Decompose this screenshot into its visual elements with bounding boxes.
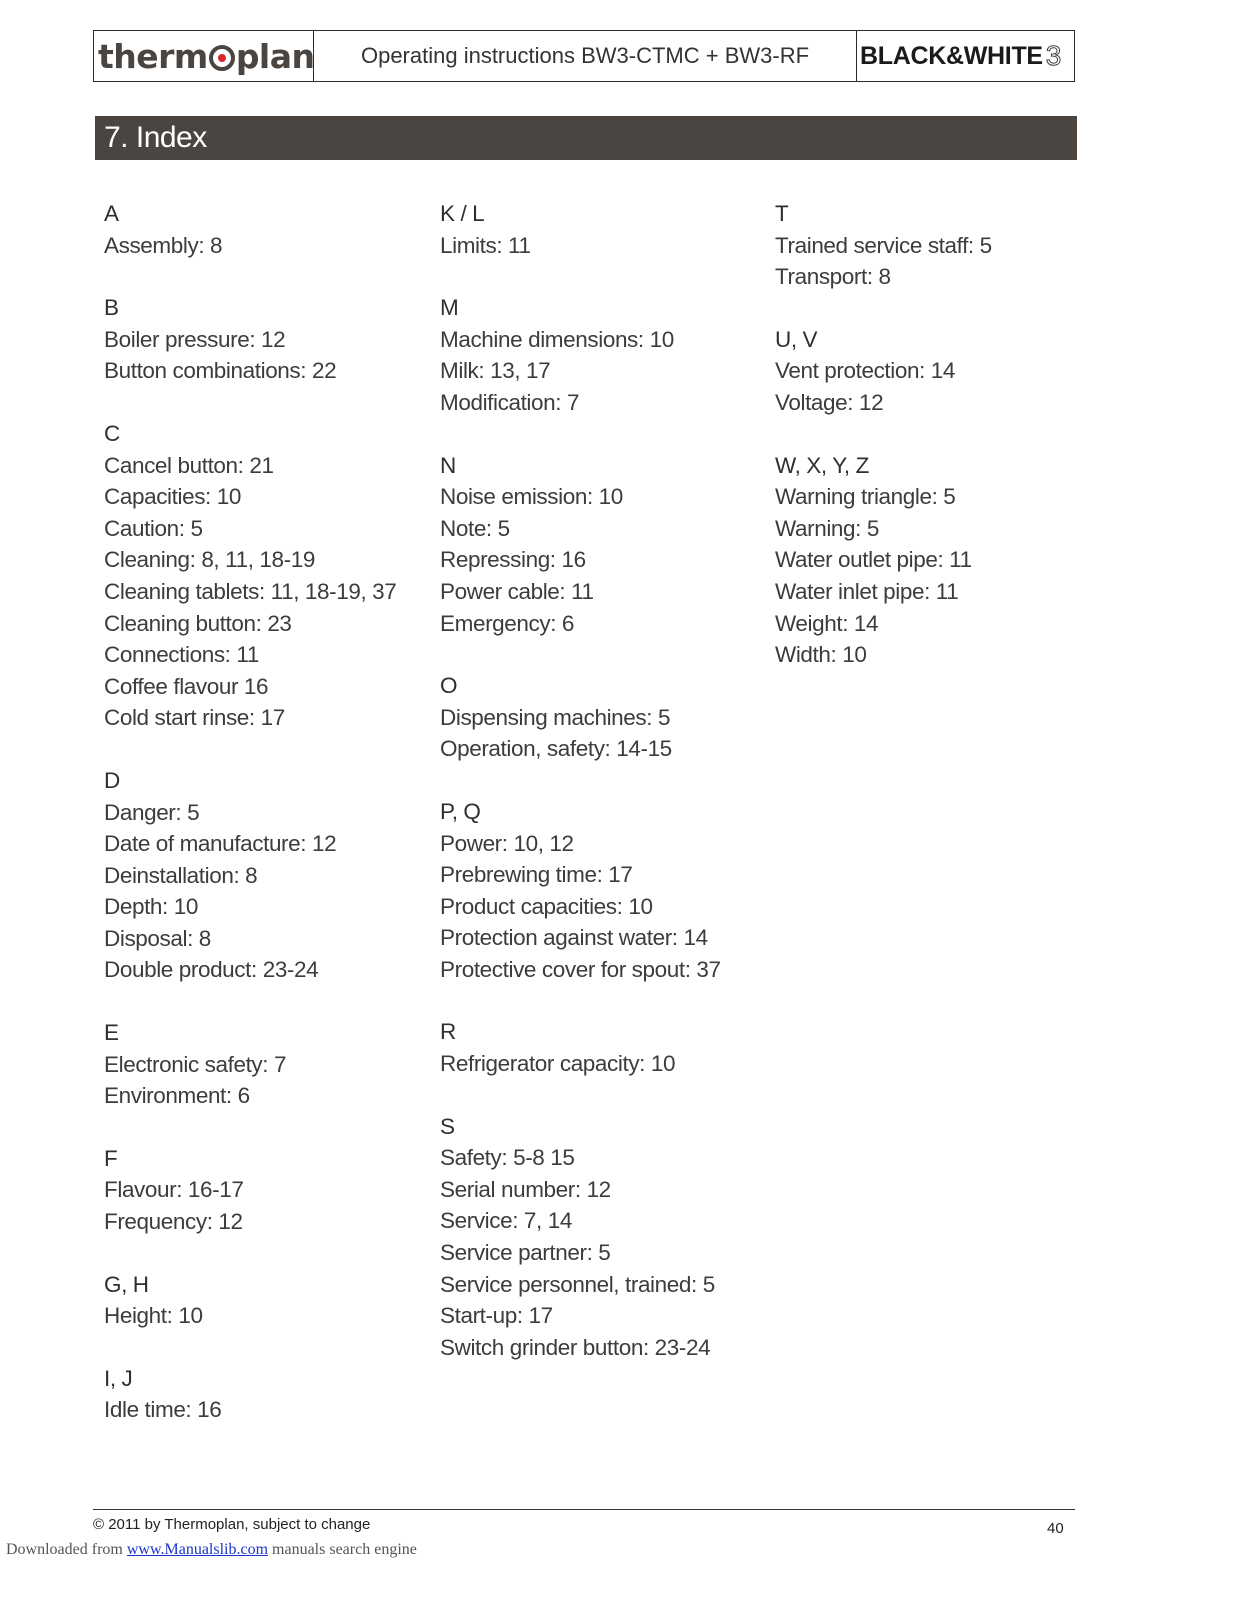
index-letter: A (104, 201, 119, 226)
download-watermark (6, 1541, 417, 1559)
index-group (775, 198, 1105, 293)
index-entry: Double product: 23-24 (104, 957, 319, 983)
brand-number: 3 (1045, 40, 1062, 71)
index-letter: S (440, 1113, 455, 1139)
index-group (104, 1143, 434, 1238)
index-column (440, 198, 770, 1394)
index-entry: Coffee flavour 16 (104, 673, 269, 699)
index-group (775, 324, 1105, 419)
index-entry: Voltage: 12 (775, 389, 884, 415)
index-letter: E (104, 1020, 119, 1046)
index-column (775, 198, 1105, 702)
index-entry: Caution: 5 (104, 515, 203, 541)
index-entry: Connections: 11 (104, 642, 259, 668)
index-entry: Date of manufacture: 12 (104, 831, 337, 857)
thermoplan-logo (94, 31, 314, 81)
index-letter: I, J (104, 1365, 133, 1391)
index-entry: Height: 10 (104, 1303, 203, 1329)
index-entry: Operation, safety: 14-15 (440, 736, 672, 762)
watermark-prefix: Downloaded from (6, 1541, 127, 1558)
footer-copyright: © 2011 by Thermoplan, subject to change (93, 1516, 371, 1533)
brand-logo (857, 31, 1074, 81)
index-group (104, 418, 434, 734)
index-letter: B (104, 295, 119, 321)
index-letter: W, X, Y, Z (775, 452, 869, 478)
index-entry: Trained service staff: 5 (775, 232, 992, 258)
index-entry: Modification: 7 (440, 389, 580, 415)
index-letter: D (104, 767, 120, 793)
index-entry: Prebrewing time: 17 (440, 862, 633, 888)
index-entry: Warning: 5 (775, 515, 879, 541)
index-entry: Disposal: 8 (104, 925, 211, 951)
index-entry: Vent protection: 14 (775, 358, 956, 384)
index-letter: T (775, 201, 789, 226)
index-entry: Power cable: 11 (440, 578, 594, 604)
index-entry: Limits: 11 (440, 232, 531, 258)
index-entry: Service: 7, 14 (440, 1208, 572, 1234)
section-title: 7. Index (95, 116, 1077, 160)
index-entry: Capacities: 10 (104, 484, 241, 510)
index-entry: Cancel button: 21 (104, 452, 274, 478)
page-number: 40 (1047, 1520, 1064, 1537)
index-letter: G, H (104, 1271, 149, 1297)
logo-text-right: plan (235, 36, 315, 76)
index-entry: Cleaning button: 23 (104, 610, 292, 636)
index-entry: Idle time: 16 (104, 1397, 222, 1423)
index-letter: R (440, 1019, 456, 1045)
index-group (104, 765, 434, 986)
index-entry: Repressing: 16 (440, 547, 586, 573)
index-entry: Protective cover for spout: 37 (440, 956, 721, 982)
footer-divider (93, 1509, 1075, 1510)
logo-text-left: therm (98, 36, 208, 76)
index-entry: Boiler pressure: 12 (104, 326, 286, 352)
index-entry: Water inlet pipe: 11 (775, 578, 959, 604)
index-letter: N (440, 452, 456, 478)
index-entry: Product capacities: 10 (440, 893, 653, 919)
index-entry: Width: 10 (775, 642, 867, 668)
index-group (440, 198, 770, 261)
index-group (104, 292, 434, 387)
index-entry: Weight: 14 (775, 610, 879, 636)
index-entry: Noise emission: 10 (440, 484, 623, 510)
index-group (440, 1016, 770, 1079)
index-letter: O (440, 673, 458, 699)
index-entry: Button combinations: 22 (104, 358, 337, 384)
index-entry: Serial number: 12 (440, 1176, 611, 1202)
logo-wordmark (98, 36, 315, 76)
document-title: Operating instructions BW3-CTMC + BW3-RF (314, 31, 857, 81)
index-group (440, 1111, 770, 1364)
index-entry: Machine dimensions: 10 (440, 326, 674, 352)
index-entry: Emergency: 6 (440, 610, 575, 636)
index-entry: Depth: 10 (104, 894, 198, 920)
index-entry: Electronic safety: 7 (104, 1051, 287, 1077)
index-entry: Power: 10, 12 (440, 830, 574, 856)
page-header (93, 30, 1075, 82)
index-entry: Service personnel, trained: 5 (440, 1271, 715, 1297)
index-entry: Note: 5 (440, 515, 510, 541)
index-entry: Cleaning tablets: 11, 18-19, 37 (104, 578, 397, 604)
index-entry: Dispensing machines: 5 (440, 704, 671, 730)
index-group (104, 1363, 434, 1426)
watermark-suffix: manuals search engine (268, 1541, 417, 1558)
index-letter: C (104, 420, 120, 446)
index-group (440, 292, 770, 418)
index-entry: Danger: 5 (104, 799, 200, 825)
index-column (104, 198, 434, 1457)
index-letter: K / L (440, 201, 485, 226)
index-group (104, 1269, 434, 1332)
index-entry: Transport: 8 (775, 264, 891, 290)
index-entry: Refrigerator capacity: 10 (440, 1051, 676, 1077)
index-group (104, 1017, 434, 1112)
index-letter: F (104, 1145, 118, 1171)
index-entry: Environment: 6 (104, 1083, 250, 1109)
index-letter: P, Q (440, 798, 481, 824)
index-entry: Switch grinder button: 23-24 (440, 1334, 711, 1360)
index-entry: Water outlet pipe: 11 (775, 547, 972, 573)
index-entry: Flavour: 16-17 (104, 1177, 244, 1203)
index-entry: Deinstallation: 8 (104, 862, 258, 888)
index-entry: Service partner: 5 (440, 1240, 611, 1266)
index-entry: Warning triangle: 5 (775, 484, 956, 510)
index-entry: Assembly: 8 (104, 232, 223, 258)
index-entry: Safety: 5-8 15 (440, 1145, 575, 1171)
index-entry: Start-up: 17 (440, 1303, 553, 1329)
index-entry: Frequency: 12 (104, 1209, 243, 1235)
index-group (440, 796, 770, 986)
index-letter: U, V (775, 326, 818, 352)
manualslib-link[interactable]: www.Manualslib.com (126, 1541, 269, 1558)
index-entry: Milk: 13, 17 (440, 358, 551, 384)
index-group (775, 450, 1105, 671)
index-entry: Cleaning: 8, 11, 18-19 (104, 547, 315, 573)
index-letter: M (440, 295, 459, 321)
index-group (104, 198, 434, 261)
index-group (440, 450, 770, 640)
brand-name: BLACK&WHITE (860, 41, 1043, 70)
logo-swiss-cross-icon (209, 45, 235, 71)
index-entry: Cold start rinse: 17 (104, 705, 285, 731)
index-entry: Protection against water: 14 (440, 925, 708, 951)
index-group (440, 670, 770, 765)
